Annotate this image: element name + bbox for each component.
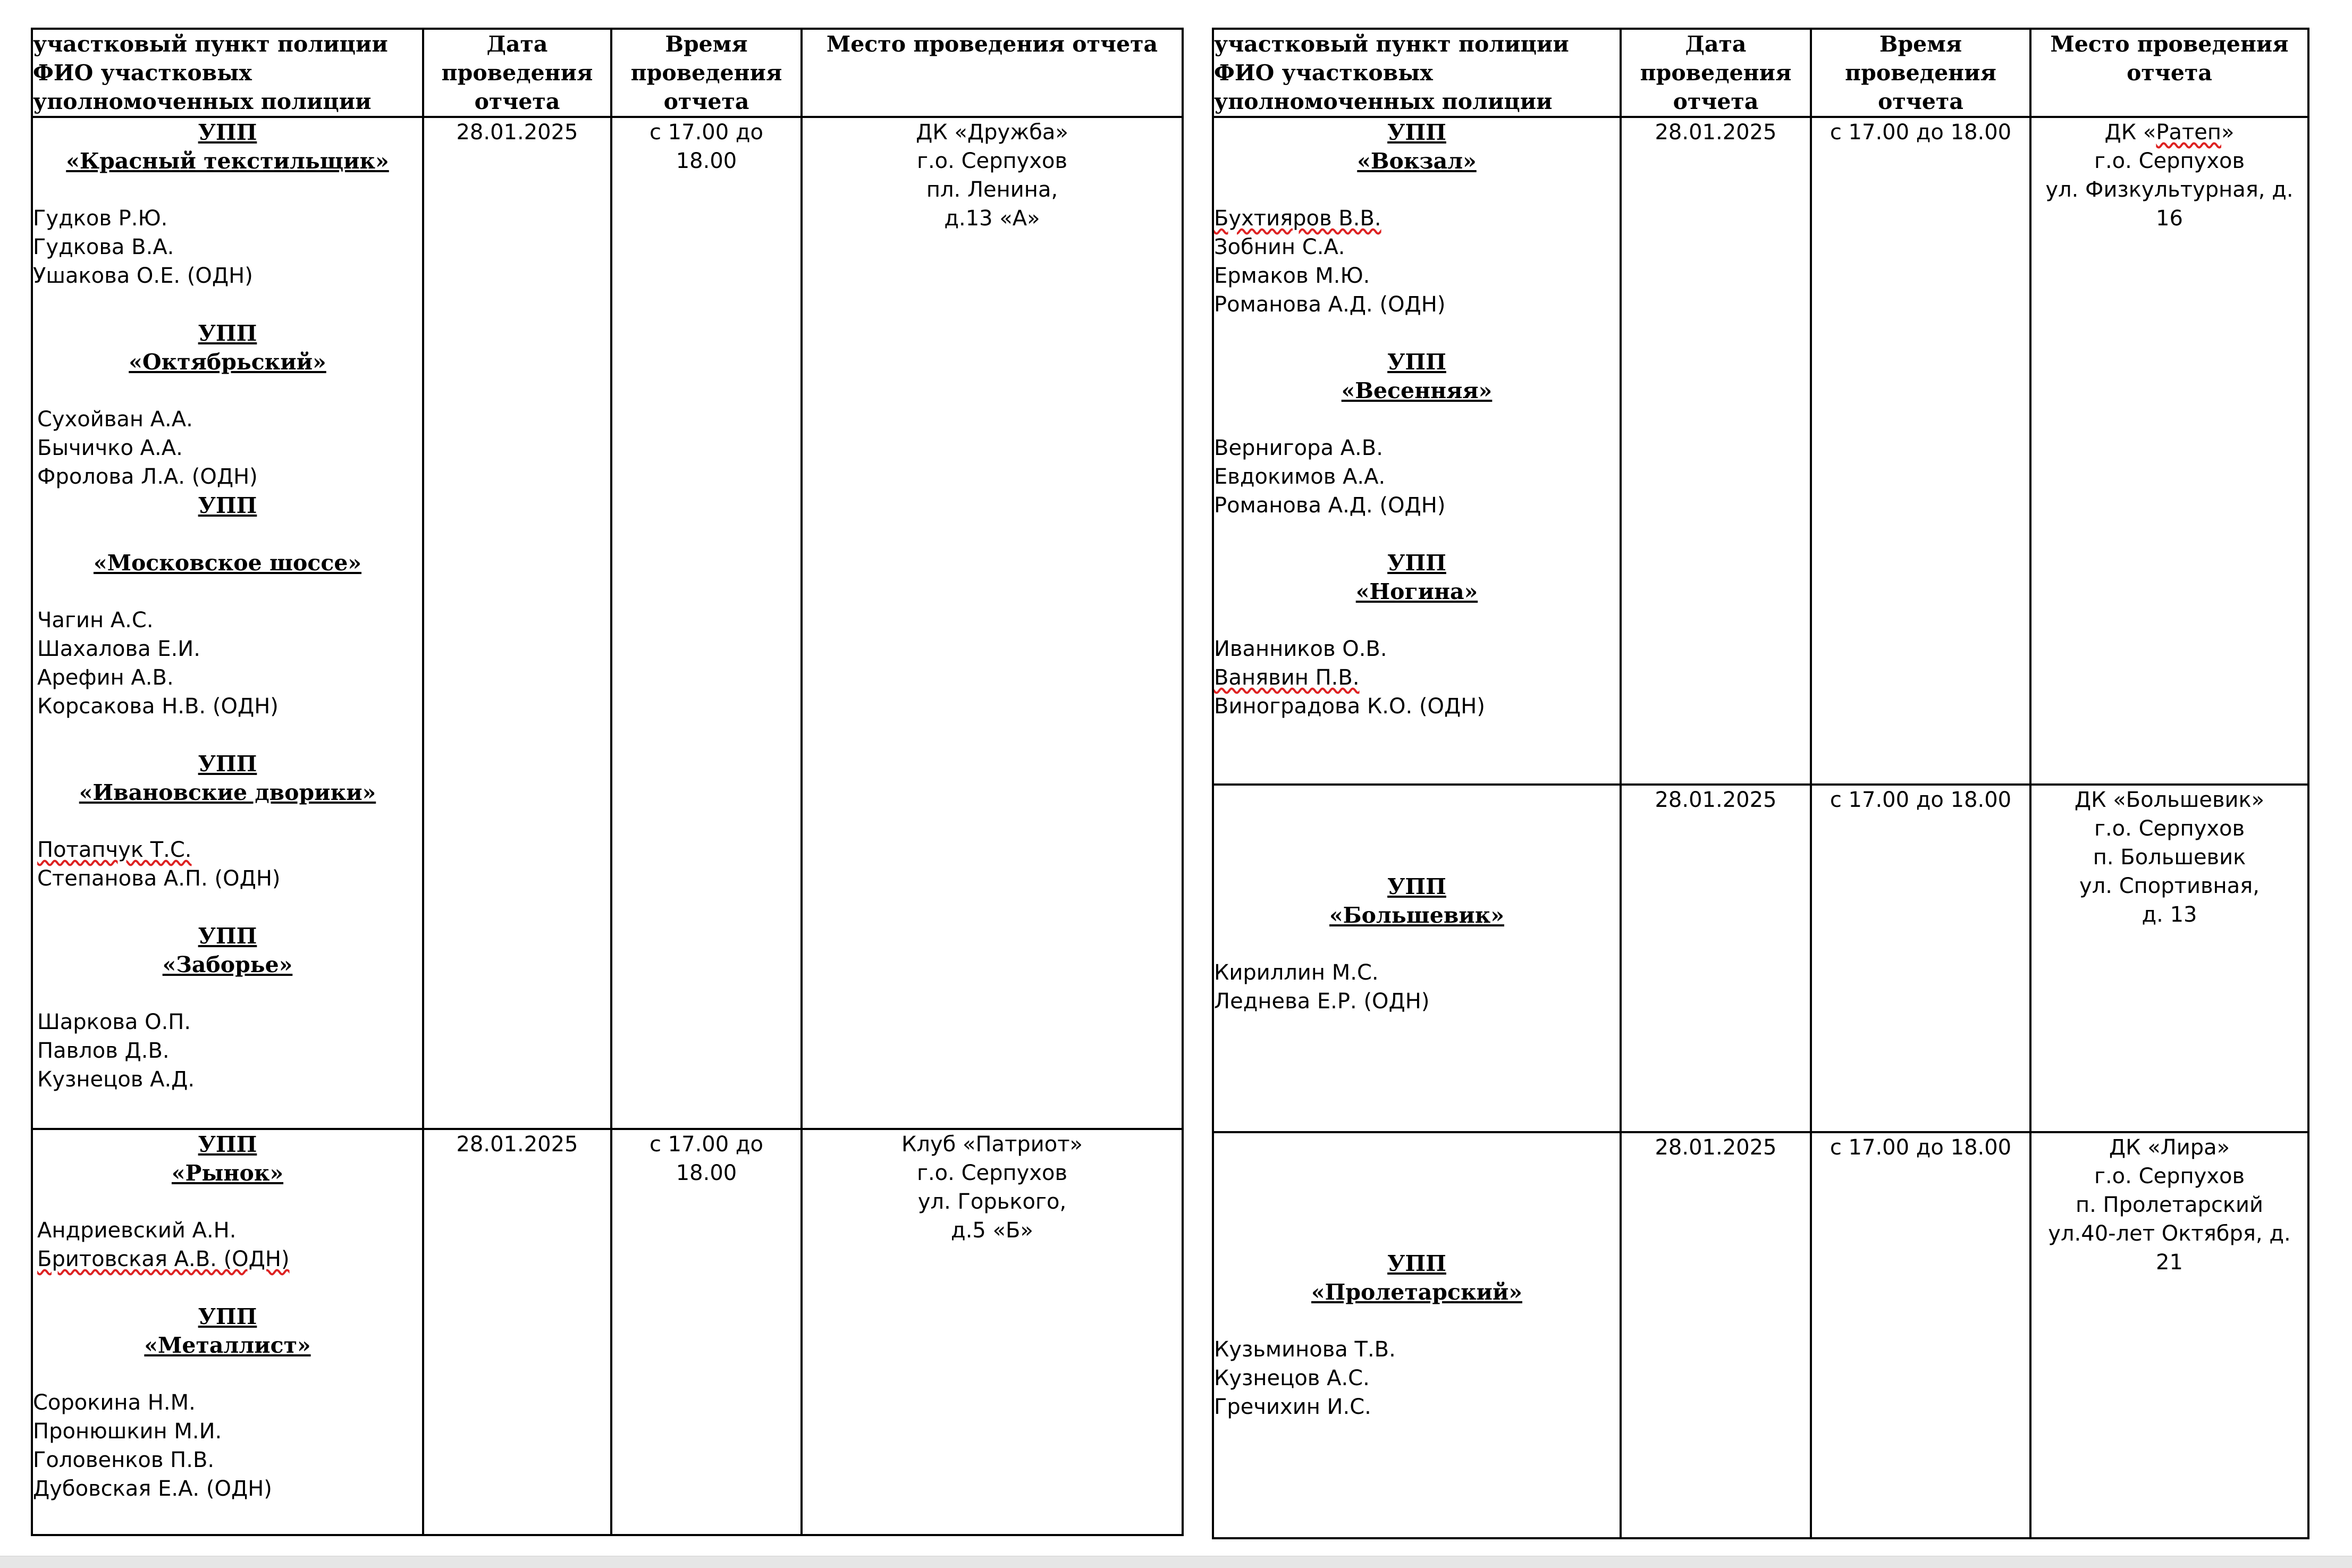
upp-label: УПП — [198, 321, 257, 346]
person: Кузьминова Т.В. — [1214, 1337, 1396, 1362]
person: Бухтияров В.В. — [1214, 206, 1381, 231]
date-cell: 28.01.2025 — [1621, 117, 1811, 785]
location-line: ДК «Лира» — [2109, 1135, 2230, 1160]
person: Дубовская Е.А. (ОДН) — [33, 1477, 272, 1501]
names-cell — [32, 117, 423, 1129]
person: Сорокина Н.М. — [33, 1390, 196, 1415]
person: Пронюшкин М.И. — [33, 1419, 222, 1444]
location-line: ул. Физкультурная, д. 16 — [2045, 178, 2294, 231]
location-line: г.о. Серпухов — [2094, 816, 2245, 841]
time-cell — [611, 1129, 802, 1535]
schedule-table-left — [31, 28, 1184, 1536]
person: Чагин А.С. — [37, 608, 154, 633]
person: Вернигора А.В. — [1214, 436, 1383, 460]
names-cell — [1213, 1132, 1621, 1538]
upp-name: «Ивановские дворики» — [79, 780, 376, 805]
person: Сухойван А.А. — [37, 407, 193, 432]
location-line: г.о. Серпухов — [2094, 149, 2245, 173]
time-cell — [611, 117, 802, 1129]
date-cell: 28.01.2025 — [1621, 785, 1811, 1132]
upp-name: «Октябрьский» — [129, 349, 326, 375]
date-cell: 28.01.2025 — [1621, 1132, 1811, 1538]
person: Ванявин П.В. — [1214, 665, 1360, 690]
page-bottom-bar — [0, 1556, 2352, 1568]
upp-label: УПП — [1387, 550, 1446, 576]
upp-name: «Большевик» — [1329, 903, 1505, 928]
person: Зобнин С.А. — [1214, 235, 1345, 259]
names-cell — [1213, 117, 1621, 785]
table-row — [32, 1129, 1183, 1535]
upp-label: УПП — [1387, 874, 1446, 899]
header-date: Дата проведения отчета — [1621, 29, 1811, 117]
upp-group — [33, 1130, 422, 1302]
person: Леднева Е.Р. (ОДН) — [1214, 989, 1430, 1014]
person: Гудков Р.Ю. — [33, 206, 168, 231]
location-wrap — [2031, 118, 2307, 233]
location-line: п. Большевик — [2093, 845, 2246, 870]
time-text: с 17.00 до 18.00 — [649, 120, 764, 173]
location-line: ул.40-лет Октября, д. 21 — [2048, 1221, 2291, 1275]
person: Иванников О.В. — [1214, 637, 1387, 661]
table-row — [1213, 117, 2308, 785]
person: Корсакова Н.В. (ОДН) — [37, 694, 279, 719]
person: Арефин А.В. — [37, 665, 174, 690]
upp-label: УПП — [198, 120, 257, 145]
location-line: г.о. Серпухов — [2094, 1164, 2245, 1188]
person: Гречихин И.С. — [1214, 1395, 1371, 1419]
upp-label: УПП — [198, 751, 257, 777]
location-line: г.о. Серпухов — [916, 149, 1068, 173]
upp-group — [33, 319, 422, 491]
location-cell — [2030, 1132, 2308, 1538]
upp-name: «Пролетарский» — [1311, 1279, 1522, 1305]
date-cell: 28.01.2025 — [423, 1129, 611, 1535]
header-date: Дата проведения отчета — [423, 29, 611, 117]
location-line: ул. Горького, — [917, 1190, 1067, 1214]
time-text: с 17.00 до 18.00 — [649, 1132, 764, 1185]
table-row — [1213, 1132, 2308, 1538]
header-time: Время проведения отчета — [611, 29, 802, 117]
upp-group — [1214, 348, 1620, 549]
header-row — [32, 29, 1183, 117]
schedule-table-right — [1212, 28, 2309, 1539]
person: Виноградова К.О. (ОДН) — [1214, 694, 1485, 719]
upp-group — [1214, 872, 1620, 1044]
upp-name: «Металлист» — [144, 1333, 311, 1358]
names-cell — [32, 1129, 423, 1535]
location-line: г.о. Серпухов — [916, 1161, 1068, 1185]
names-cell — [1213, 785, 1621, 1132]
upp-group — [1214, 118, 1620, 348]
person: Фролова Л.А. (ОДН) — [37, 465, 258, 489]
person: Кузнецов А.С. — [1214, 1366, 1370, 1390]
person: Евдокимов А.А. — [1214, 465, 1386, 489]
time-cell: с 17.00 до 18.00 — [1811, 785, 2030, 1132]
date-cell: 28.01.2025 — [423, 117, 611, 1129]
upp-name: «Заборье» — [162, 952, 293, 977]
header-location: Место проведения отчета — [2030, 29, 2308, 117]
location-cell — [2030, 117, 2308, 785]
upp-label: УПП — [1387, 349, 1446, 375]
upp-group — [33, 118, 422, 319]
location-line: д.13 «А» — [944, 206, 1040, 231]
upp-name: «Рынок» — [171, 1160, 284, 1186]
upp-name: «Вокзал» — [1357, 148, 1477, 174]
upp-label: УПП — [1387, 1251, 1446, 1276]
location-cell — [802, 117, 1183, 1129]
upp-group — [1214, 1249, 1620, 1421]
person: Ушакова О.Е. (ОДН) — [33, 264, 253, 288]
person: Потапчук Т.С. — [37, 838, 192, 862]
upp-label: УПП — [198, 1132, 257, 1157]
table-row — [32, 117, 1183, 1129]
location-line: ДК «Дружба» — [916, 120, 1068, 145]
person: Гудкова В.А. — [33, 235, 174, 259]
person: Бритовская А.В. (ОДН) — [37, 1247, 290, 1271]
person: Романова А.Д. (ОДН) — [1214, 292, 1446, 317]
location-line: ДК «Большевик» — [2074, 788, 2265, 812]
upp-group — [33, 491, 422, 749]
upp-label: УПП — [198, 923, 257, 949]
person: Ермаков М.Ю. — [1214, 264, 1370, 288]
time-cell: с 17.00 до 18.00 — [1811, 117, 2030, 785]
location-line: д.5 «Б» — [951, 1218, 1033, 1243]
upp-name: «Московское шоссе» — [93, 550, 362, 576]
table-row — [1213, 785, 2308, 1132]
header-row — [1213, 29, 2308, 117]
upp-group — [33, 922, 422, 1094]
person: Романова А.Д. (ОДН) — [1214, 493, 1446, 518]
person: Головенков П.В. — [33, 1448, 215, 1472]
person: Шаркова О.П. — [37, 1010, 191, 1034]
person: Павлов Д.В. — [37, 1039, 170, 1063]
person: Кузнецов А.Д. — [37, 1067, 195, 1092]
header-location: Место проведения отчета — [802, 29, 1183, 117]
upp-name: «Красный текстильщик» — [66, 148, 389, 174]
upp-name: «Весенняя» — [1341, 378, 1493, 403]
location-line: п. Пролетарский — [2075, 1193, 2264, 1217]
person: Кириллин М.С. — [1214, 960, 1379, 985]
upp-label: УПП — [198, 1304, 257, 1329]
person: Бычичко А.А. — [37, 436, 183, 460]
location-line: пл. Ленина, — [926, 178, 1058, 202]
header-upp-names: участковый пункт полиции ФИО участковых уполномоченных полиции — [1213, 29, 1621, 117]
location-wrap — [2031, 1133, 2307, 1277]
location-line: Клуб «Патриот» — [901, 1132, 1083, 1157]
location-line-wavy: Ратеп — [2156, 120, 2222, 145]
location-wrap — [2031, 786, 2307, 929]
location-line: д. 13 — [2142, 903, 2197, 927]
time-cell: с 17.00 до 18.00 — [1811, 1132, 2030, 1538]
person: Андриевский А.Н. — [37, 1218, 237, 1243]
upp-name: «Ногина» — [1355, 579, 1478, 604]
header-upp-names: участковый пункт полиции ФИО участковых уполномоченных полиции — [32, 29, 423, 117]
upp-label: УПП — [1387, 120, 1446, 145]
location-line: ул. Спортивная, — [2079, 874, 2260, 898]
location-cell — [802, 1129, 1183, 1535]
person: Шахалова Е.И. — [37, 637, 200, 661]
location-line: ДК «Ратеп» — [2104, 120, 2235, 145]
person: Степанова А.П. (ОДН) — [37, 866, 281, 891]
upp-group — [1214, 549, 1620, 721]
location-cell — [2030, 785, 2308, 1132]
upp-label: УПП — [198, 493, 257, 518]
upp-group — [33, 1302, 422, 1503]
upp-group — [33, 749, 422, 922]
header-time: Время проведения отчета — [1811, 29, 2030, 117]
